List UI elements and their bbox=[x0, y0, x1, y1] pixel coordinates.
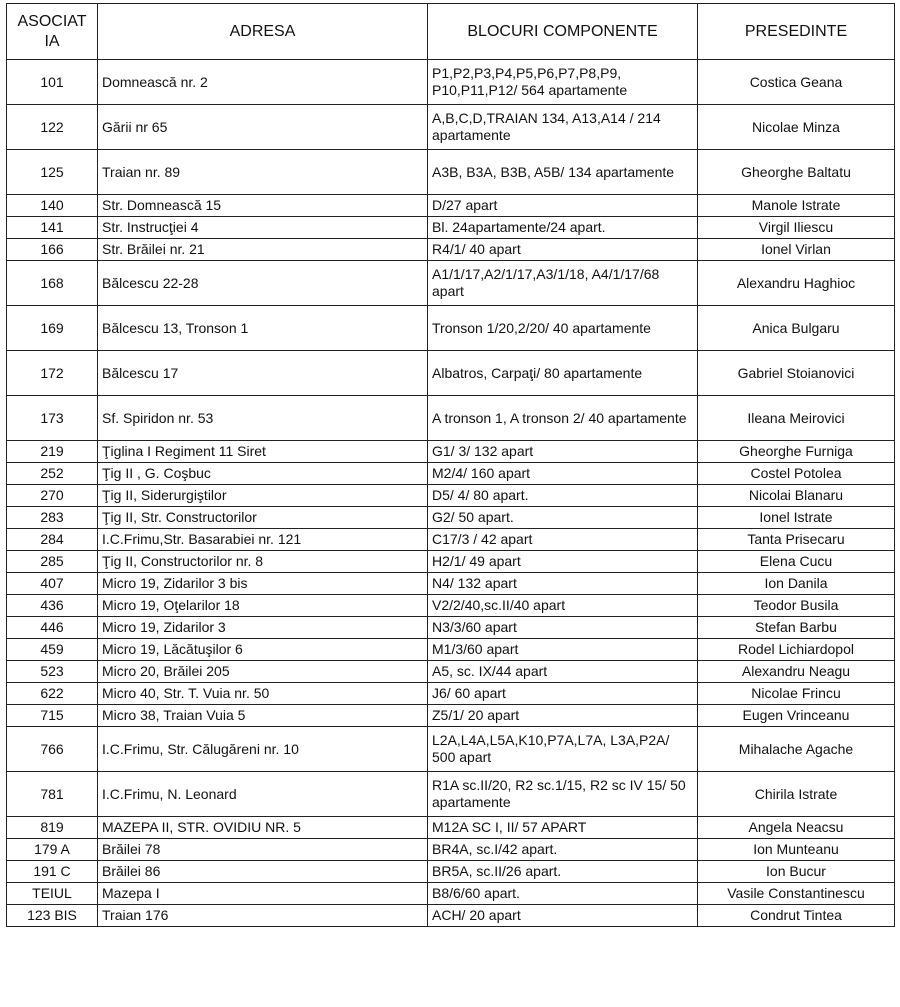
president-cell: Tanta Prisecaru bbox=[698, 529, 895, 551]
table-body bbox=[7, 60, 895, 927]
blocks-cell: R1A sc.II/20, R2 sc.1/15, R2 sc IV 15/ 50 apartamente bbox=[428, 772, 698, 817]
address-cell: Micro 19, Oţelarilor 18 bbox=[98, 595, 428, 617]
association-id-cell: 219 bbox=[7, 441, 98, 463]
table-row bbox=[7, 705, 895, 727]
address-cell: Micro 20, Brăilei 205 bbox=[98, 661, 428, 683]
president-cell: Ionel Virlan bbox=[698, 239, 895, 261]
address-cell: Traian nr. 89 bbox=[98, 150, 428, 195]
table-row bbox=[7, 573, 895, 595]
blocks-cell: BR4A, sc.I/42 apart. bbox=[428, 839, 698, 861]
table-row bbox=[7, 217, 895, 239]
address-cell: Micro 19, Zidarilor 3 bbox=[98, 617, 428, 639]
blocks-cell: C17/3 / 42 apart bbox=[428, 529, 698, 551]
blocks-cell: A tronson 1, A tronson 2/ 40 apartamente bbox=[428, 396, 698, 441]
association-id-cell: 283 bbox=[7, 507, 98, 529]
address-cell: I.C.Frimu, Str. Călugăreni nr. 10 bbox=[98, 727, 428, 772]
blocks-cell: M2/4/ 160 apart bbox=[428, 463, 698, 485]
association-id-cell: 252 bbox=[7, 463, 98, 485]
association-id-cell: 270 bbox=[7, 485, 98, 507]
table-row bbox=[7, 617, 895, 639]
header-association-id: ASOCIAT IA bbox=[7, 4, 98, 60]
association-id-cell: 101 bbox=[7, 60, 98, 105]
table-row bbox=[7, 507, 895, 529]
blocks-cell: ACH/ 20 apart bbox=[428, 905, 698, 927]
address-cell: I.C.Frimu, N. Leonard bbox=[98, 772, 428, 817]
table-row bbox=[7, 105, 895, 150]
association-id-cell: 191 C bbox=[7, 861, 98, 883]
table-row bbox=[7, 60, 895, 105]
blocks-cell: M1/3/60 apart bbox=[428, 639, 698, 661]
association-id-cell: 715 bbox=[7, 705, 98, 727]
address-cell: Traian 176 bbox=[98, 905, 428, 927]
blocks-cell: G2/ 50 apart. bbox=[428, 507, 698, 529]
table-row bbox=[7, 239, 895, 261]
blocks-cell: Z5/1/ 20 apart bbox=[428, 705, 698, 727]
blocks-cell: A3B, B3A, B3B, A5B/ 134 apartamente bbox=[428, 150, 698, 195]
blocks-cell: D5/ 4/ 80 apart. bbox=[428, 485, 698, 507]
header-blocks: BLOCURI COMPONENTE bbox=[428, 4, 698, 60]
president-cell: Nicolae Frincu bbox=[698, 683, 895, 705]
address-cell: Gării nr 65 bbox=[98, 105, 428, 150]
address-cell: Ţig II, Siderurgiştilor bbox=[98, 485, 428, 507]
address-cell: I.C.Frimu,Str. Basarabiei nr. 121 bbox=[98, 529, 428, 551]
president-cell: Ileana Meirovici bbox=[698, 396, 895, 441]
president-cell: Gheorghe Baltatu bbox=[698, 150, 895, 195]
association-id-cell: 169 bbox=[7, 306, 98, 351]
president-cell: Alexandru Haghioc bbox=[698, 261, 895, 306]
association-id-cell: 141 bbox=[7, 217, 98, 239]
president-cell: Ion Munteanu bbox=[698, 839, 895, 861]
header-row bbox=[7, 4, 895, 60]
association-id-cell: 407 bbox=[7, 573, 98, 595]
president-cell: Teodor Busila bbox=[698, 595, 895, 617]
table-row bbox=[7, 441, 895, 463]
address-cell: Micro 19, Zidarilor 3 bis bbox=[98, 573, 428, 595]
table-row bbox=[7, 683, 895, 705]
president-cell: Nicolai Blanaru bbox=[698, 485, 895, 507]
association-id-cell: 436 bbox=[7, 595, 98, 617]
association-id-cell: 622 bbox=[7, 683, 98, 705]
president-cell: Stefan Barbu bbox=[698, 617, 895, 639]
president-cell: Costel Potolea bbox=[698, 463, 895, 485]
table-row bbox=[7, 639, 895, 661]
president-cell: Ion Bucur bbox=[698, 861, 895, 883]
president-cell: Ionel Istrate bbox=[698, 507, 895, 529]
association-id-cell: 125 bbox=[7, 150, 98, 195]
association-id-cell: TEIUL bbox=[7, 883, 98, 905]
blocks-cell: A1/1/17,A2/1/17,A3/1/18, A4/1/17/68 apart bbox=[428, 261, 698, 306]
association-id-cell: 122 bbox=[7, 105, 98, 150]
blocks-cell: Tronson 1/20,2/20/ 40 apartamente bbox=[428, 306, 698, 351]
blocks-cell: BR5A, sc.II/26 apart. bbox=[428, 861, 698, 883]
association-id-cell: 179 A bbox=[7, 839, 98, 861]
address-cell: Bălcescu 22-28 bbox=[98, 261, 428, 306]
address-cell: Ţiglina I Regiment 11 Siret bbox=[98, 441, 428, 463]
president-cell: Alexandru Neagu bbox=[698, 661, 895, 683]
association-id-cell: 523 bbox=[7, 661, 98, 683]
table-row bbox=[7, 661, 895, 683]
address-cell: Mazepa I bbox=[98, 883, 428, 905]
blocks-cell: G1/ 3/ 132 apart bbox=[428, 441, 698, 463]
blocks-cell: Albatros, Carpaţi/ 80 apartamente bbox=[428, 351, 698, 396]
blocks-cell: N3/3/60 apart bbox=[428, 617, 698, 639]
association-id-cell: 140 bbox=[7, 195, 98, 217]
president-cell: Virgil Iliescu bbox=[698, 217, 895, 239]
address-cell: Str. Instrucţiei 4 bbox=[98, 217, 428, 239]
blocks-cell: V2/2/40,sc.II/40 apart bbox=[428, 595, 698, 617]
table-row bbox=[7, 905, 895, 927]
table-row bbox=[7, 150, 895, 195]
president-cell: Condrut Tintea bbox=[698, 905, 895, 927]
president-cell: Rodel Lichiardopol bbox=[698, 639, 895, 661]
association-id-cell: 166 bbox=[7, 239, 98, 261]
president-cell: Vasile Constantinescu bbox=[698, 883, 895, 905]
address-cell: Micro 40, Str. T. Vuia nr. 50 bbox=[98, 683, 428, 705]
table-row bbox=[7, 817, 895, 839]
association-id-cell: 819 bbox=[7, 817, 98, 839]
blocks-cell: P1,P2,P3,P4,P5,P6,P7,P8,P9, P10,P11,P12/ 564 apartamente bbox=[428, 60, 698, 105]
blocks-cell: J6/ 60 apart bbox=[428, 683, 698, 705]
blocks-cell: R4/1/ 40 apart bbox=[428, 239, 698, 261]
president-cell: Angela Neacsu bbox=[698, 817, 895, 839]
blocks-cell: Bl. 24apartamente/24 apart. bbox=[428, 217, 698, 239]
table-row bbox=[7, 727, 895, 772]
association-id-cell: 285 bbox=[7, 551, 98, 573]
associations-table-container bbox=[6, 3, 895, 927]
table-row bbox=[7, 195, 895, 217]
address-cell: Brăilei 86 bbox=[98, 861, 428, 883]
table-row bbox=[7, 595, 895, 617]
address-cell: Str. Domnească 15 bbox=[98, 195, 428, 217]
association-id-cell: 173 bbox=[7, 396, 98, 441]
table-row bbox=[7, 485, 895, 507]
blocks-cell: A,B,C,D,TRAIAN 134, A13,A14 / 214 apartamente bbox=[428, 105, 698, 150]
table-row bbox=[7, 839, 895, 861]
table-row bbox=[7, 396, 895, 441]
table-row bbox=[7, 463, 895, 485]
association-id-cell: 172 bbox=[7, 351, 98, 396]
president-cell: Chirila Istrate bbox=[698, 772, 895, 817]
header-president: PRESEDINTE bbox=[698, 4, 895, 60]
address-cell: Bălcescu 13, Tronson 1 bbox=[98, 306, 428, 351]
address-cell: Brăilei 78 bbox=[98, 839, 428, 861]
address-cell: MAZEPA II, STR. OVIDIU NR. 5 bbox=[98, 817, 428, 839]
association-id-cell: 766 bbox=[7, 727, 98, 772]
president-cell: Eugen Vrinceanu bbox=[698, 705, 895, 727]
blocks-cell: A5, sc. IX/44 apart bbox=[428, 661, 698, 683]
president-cell: Gheorghe Furniga bbox=[698, 441, 895, 463]
association-id-cell: 168 bbox=[7, 261, 98, 306]
address-cell: Micro 19, Lăcătuşilor 6 bbox=[98, 639, 428, 661]
association-id-cell: 123 BIS bbox=[7, 905, 98, 927]
association-id-cell: 781 bbox=[7, 772, 98, 817]
address-cell: Ţig II, Str. Constructorilor bbox=[98, 507, 428, 529]
table-row bbox=[7, 551, 895, 573]
blocks-cell: L2A,L4A,L5A,K10,P7A,L7A, L3A,P2A/ 500 apart bbox=[428, 727, 698, 772]
address-cell: Bălcescu 17 bbox=[98, 351, 428, 396]
address-cell: Sf. Spiridon nr. 53 bbox=[98, 396, 428, 441]
address-cell: Ţig II , G. Coşbuc bbox=[98, 463, 428, 485]
blocks-cell: M12A SC I, II/ 57 APART bbox=[428, 817, 698, 839]
blocks-cell: D/27 apart bbox=[428, 195, 698, 217]
header-address: ADRESA bbox=[98, 4, 428, 60]
table-row bbox=[7, 772, 895, 817]
president-cell: Anica Bulgaru bbox=[698, 306, 895, 351]
president-cell: Nicolae Minza bbox=[698, 105, 895, 150]
associations-table bbox=[6, 3, 895, 927]
table-row bbox=[7, 883, 895, 905]
blocks-cell: B8/6/60 apart. bbox=[428, 883, 698, 905]
association-id-cell: 446 bbox=[7, 617, 98, 639]
president-cell: Elena Cucu bbox=[698, 551, 895, 573]
president-cell: Costica Geana bbox=[698, 60, 895, 105]
president-cell: Gabriel Stoianovici bbox=[698, 351, 895, 396]
association-id-cell: 284 bbox=[7, 529, 98, 551]
president-cell: Ion Danila bbox=[698, 573, 895, 595]
table-row bbox=[7, 351, 895, 396]
address-cell: Str. Brăilei nr. 21 bbox=[98, 239, 428, 261]
president-cell: Mihalache Agache bbox=[698, 727, 895, 772]
blocks-cell: H2/1/ 49 apart bbox=[428, 551, 698, 573]
blocks-cell: N4/ 132 apart bbox=[428, 573, 698, 595]
table-row bbox=[7, 861, 895, 883]
address-cell: Micro 38, Traian Vuia 5 bbox=[98, 705, 428, 727]
address-cell: Domnească nr. 2 bbox=[98, 60, 428, 105]
table-row bbox=[7, 529, 895, 551]
table-row bbox=[7, 261, 895, 306]
table-header bbox=[7, 4, 895, 60]
table-row bbox=[7, 306, 895, 351]
address-cell: Ţig II, Constructorilor nr. 8 bbox=[98, 551, 428, 573]
president-cell: Manole Istrate bbox=[698, 195, 895, 217]
association-id-cell: 459 bbox=[7, 639, 98, 661]
